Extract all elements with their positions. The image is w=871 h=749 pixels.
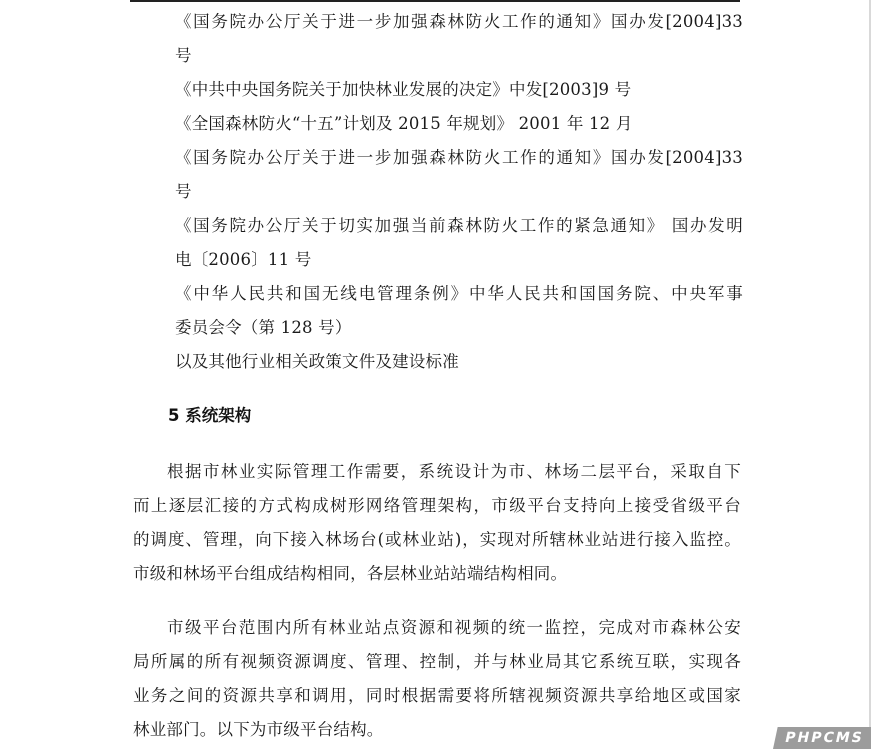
watermark-logo: PHPCMS <box>773 727 871 749</box>
reference-line: 《中共中央国务院关于加快林业发展的决定》中发[2003]9 号 <box>175 80 632 99</box>
reference-line: 委员会令（第 128 号） <box>175 318 352 337</box>
paragraph-line: 的调度、管理，向下接入林场台(或林业站)，实现对所辖林业站进行接入监控。 <box>133 530 741 549</box>
reference-line: 《国务院办公厅关于进一步加强森林防火工作的通知》国办发[2004]33 <box>175 148 743 167</box>
paragraph-line: 业务之间的资源共享和调用，同时根据需要将所辖视频资源共享给地区或国家 <box>133 686 741 705</box>
reference-line: 电〔2006〕11 号 <box>175 250 312 269</box>
paragraph-line: 市级和林场平台组成结构相同，各层林业站站端结构相同。 <box>133 564 568 583</box>
paragraph-line: 市级平台范围内所有林业站点资源和视频的统一监控，完成对市森林公安 <box>167 618 741 637</box>
body-paragraph <box>133 455 741 591</box>
section-heading: 5 系统架构 <box>168 406 252 425</box>
reference-list <box>175 5 743 379</box>
reference-line: 《中华人民共和国无线电管理条例》中华人民共和国国务院、中央军事 <box>175 284 743 303</box>
reference-line: 号 <box>175 182 192 201</box>
reference-line: 《国务院办公厅关于切实加强当前森林防火工作的紧急通知》 国办发明 <box>175 216 743 235</box>
paragraph-line: 林业部门。以下为市级平台结构。 <box>133 720 384 739</box>
body-paragraph <box>133 611 741 747</box>
paragraph-line: 而上逐层汇接的方式构成树形网络管理架构，市级平台支持向上接受省级平台 <box>133 496 741 515</box>
paragraph-line: 根据市林业实际管理工作需要，系统设计为市、林场二层平台，采取自下 <box>167 462 741 481</box>
reference-line: 以及其他行业相关政策文件及建设标准 <box>175 352 459 371</box>
reference-line: 《全国森林防火“十五”计划及 2015 年规划》 2001 年 12 月 <box>175 114 633 133</box>
paragraph-line: 局所属的所有视频资源调度、管理、控制，并与林业局其它系统互联，实现各 <box>133 652 741 671</box>
reference-line: 《国务院办公厅关于进一步加强森林防火工作的通知》国办发[2004]33 <box>175 12 743 31</box>
top-rule <box>130 0 740 2</box>
reference-line: 号 <box>175 46 192 65</box>
